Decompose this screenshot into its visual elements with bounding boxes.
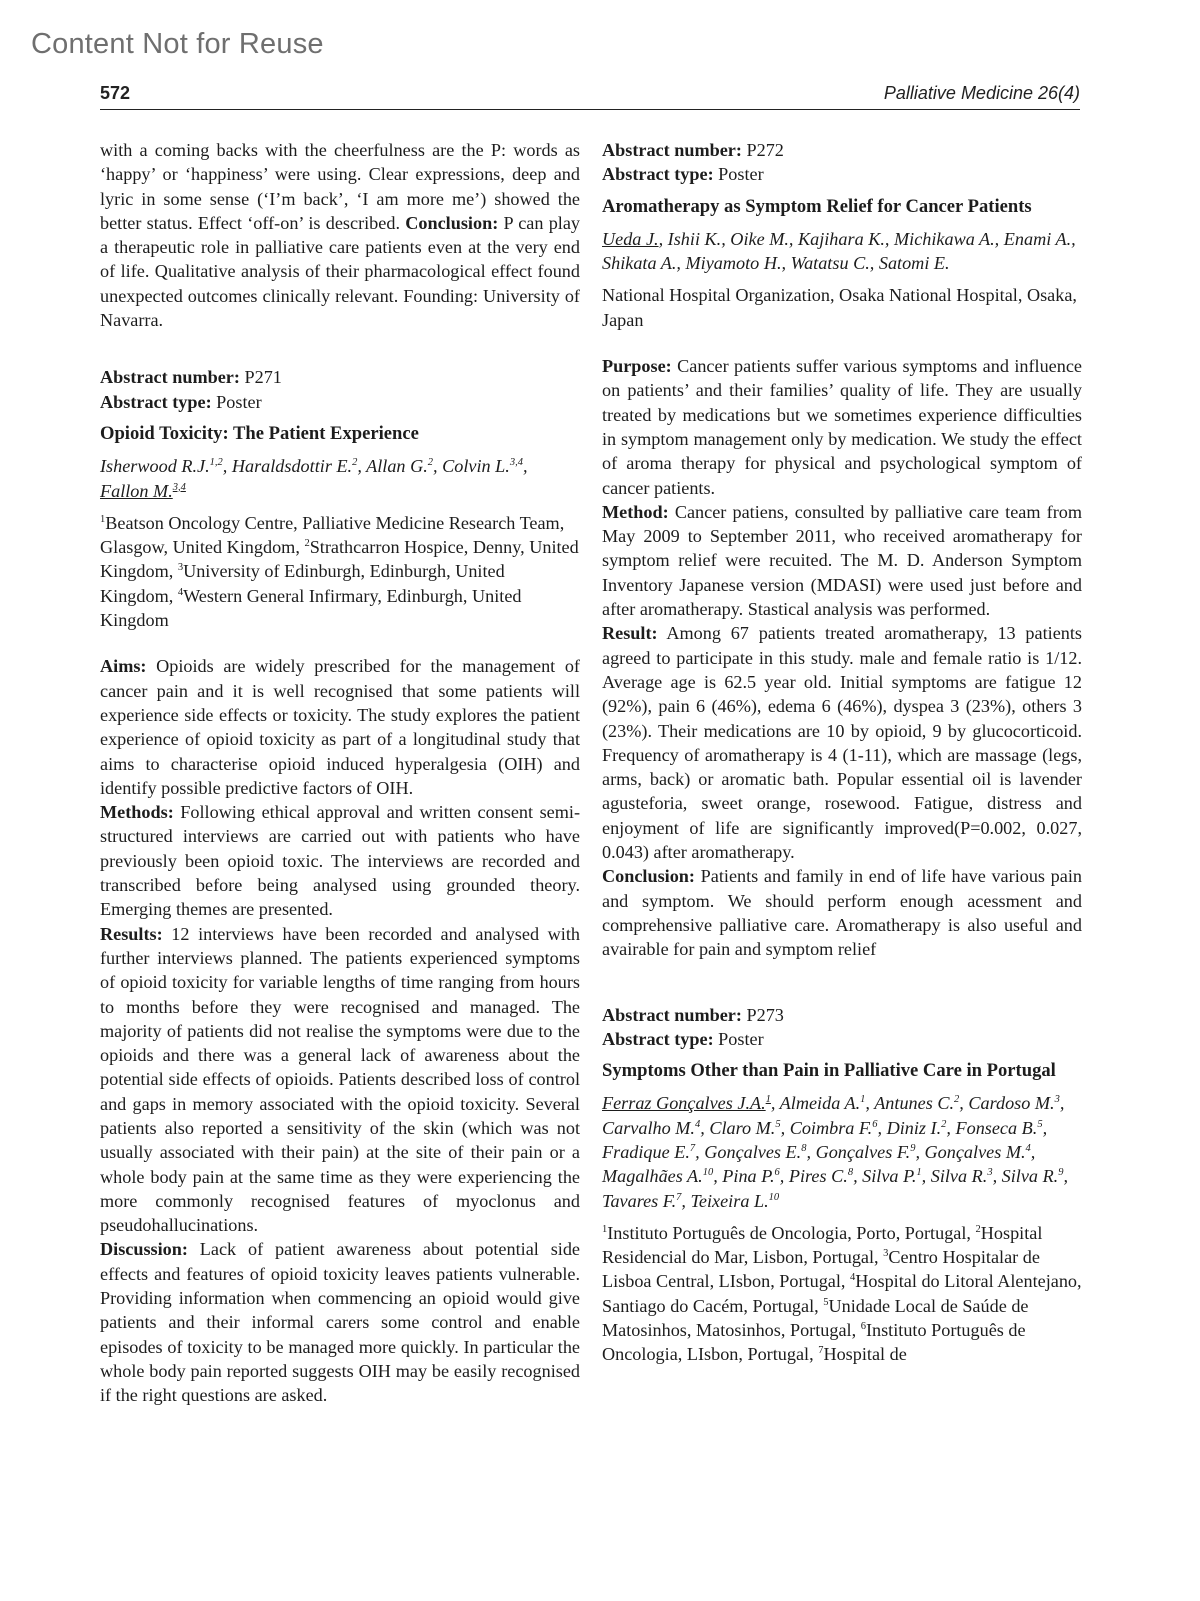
p271-author-affiliation-mark: 2	[427, 457, 434, 469]
p273-author-affiliation-mark: 4	[694, 1118, 701, 1130]
p271-number-line	[100, 365, 580, 389]
p273-affiliations	[602, 1221, 1082, 1367]
p271-type: Poster	[211, 391, 262, 412]
p273-author-name: Silva R.	[1001, 1166, 1059, 1187]
p273-author-affiliation-mark: 1	[916, 1167, 922, 1179]
p272-purpose-text: Cancer patients suffer various symptoms and influence on patients’ and their families’ quality of life. They are usually treated by medications but we sometimes experience difficulties in symptom management only by medication. We study the effect of aroma therapy for physical and psychological symptom of cancer patients.	[602, 356, 1082, 498]
p273-author-affiliation-mark: 10	[768, 1191, 780, 1203]
p271-author-name: Haraldsdottir E.	[231, 456, 353, 477]
p271-authors: Isherwood R.J.$^{1,2}$, Haraldsdottir E.$^2$, Allan G.$^2$, Colvin L.$^{3,4}$, Fallon M.$^{3,4}$	[100, 456, 528, 501]
p273-affiliation-text: Unidade Local de Saúde de Matosinhos, Matosinhos, Portugal,	[602, 1295, 1029, 1341]
p273-author-name: Teixeira L.	[690, 1190, 769, 1211]
p271-results	[100, 922, 580, 1238]
p273-affiliation-mark: 7	[818, 1345, 824, 1357]
p272-other-authors: , Ishii K., Oike M., Kajihara K., Michikawa A., Enami A., Shikata A., Miyamoto H., Watatsu C., Satomi E.	[602, 228, 1076, 274]
p273-author-affiliation-mark: 6	[774, 1167, 780, 1179]
p273-affiliation-text: Hospital Residencial do Mar, Lisbon, Portugal,	[602, 1222, 1043, 1268]
p273-affiliation-text: Instituto Português de Oncologia, LIsbon, Portugal,	[602, 1320, 1026, 1365]
p271-title: Opioid Toxicity: The Patient Experience	[100, 422, 419, 444]
p272-purpose-label: Purpose:	[602, 356, 672, 377]
p273-author-name: Pina P.	[722, 1166, 775, 1187]
p271-affiliation-text: Beatson Oncology Centre, Palliative Medicine Research Team, Glasgow, United Kingdom,	[100, 512, 565, 558]
p272-result	[602, 621, 1082, 864]
p271-affiliation-mark: 4	[177, 586, 184, 598]
p273-number-line	[602, 1003, 1082, 1027]
p273-author-affiliation-mark: 9	[910, 1142, 916, 1154]
left-column	[100, 138, 580, 1408]
p272-type: Poster	[713, 164, 764, 185]
abstract-p273	[602, 1003, 1082, 1367]
p273-author-name: Gonçalves F.	[815, 1141, 911, 1162]
p273-author-name: Fradique E.	[602, 1141, 690, 1162]
p273-title: Symptoms Other than Pain in Palliative Care in Portugal	[602, 1060, 1056, 1082]
p271-methods-text: Following ethical approval and written consent semi-structured interviews are carried out with patients who have previously been opioid toxic. The interviews are recorded and transcribed before being analysed using grounded theory. Emerging themes are presented.	[100, 802, 580, 920]
p273-author-name: Fonseca B.	[955, 1117, 1038, 1138]
p273-author-name: Diniz I.	[886, 1117, 942, 1138]
p271-author-affiliation-mark: 3,4	[509, 457, 523, 469]
right-column	[602, 138, 1082, 1367]
p273-author-affiliation-mark: 9	[1058, 1167, 1064, 1179]
p271-type-line	[100, 390, 580, 414]
p273-affiliation-text: Hospital do Litoral Alentejano, Santiago do Cacém, Portugal,	[602, 1271, 1082, 1316]
p273-affiliation-mark: 4	[850, 1272, 856, 1284]
p271-affiliation-mark: 1	[100, 513, 106, 525]
p273-author-affiliation-mark: 10	[702, 1167, 714, 1179]
p273-author-name: Ferraz Gonçalves J.A.	[602, 1093, 766, 1114]
p273-author-name: Pires C.	[788, 1166, 848, 1187]
p273-type-line	[602, 1027, 1082, 1051]
p272-method	[602, 500, 1082, 621]
p273-author-name: Carvalho M.	[602, 1117, 695, 1138]
p272-title: Aromatherapy as Symptom Relief for Cancer Patients	[602, 195, 1032, 217]
p272-conclusion-label: Conclusion:	[602, 866, 695, 887]
p271-affiliation-text: University of Edinburgh, Edinburgh, United Kingdom,	[100, 561, 505, 606]
p273-author-name: Coimbra F.	[789, 1117, 873, 1138]
p273-author-affiliation-mark: 3	[1054, 1094, 1060, 1106]
p271-affiliation-text: Strathcarron Hospice, Denny, United Kingdom,	[100, 537, 579, 582]
p272-method-label: Method:	[602, 501, 669, 522]
p271-affiliation-text: Western General Infirmary, Edinburgh, United Kingdom	[100, 585, 522, 631]
p273-affiliation-mark: 2	[975, 1223, 981, 1235]
p272-affiliation: National Hospital Organization, Osaka National Hospital, Osaka, Japan	[602, 285, 1077, 330]
p272-body	[602, 354, 1082, 961]
p273-affiliation-mark: 6	[860, 1321, 866, 1333]
p273-author-name: Antunes C.	[874, 1093, 955, 1114]
p271-methods-label: Methods:	[100, 802, 174, 823]
p271-number: P271	[239, 367, 282, 388]
abstract-number-label: Abstract number:	[100, 367, 240, 388]
p271-author-affiliation-mark: 3,4	[172, 481, 186, 493]
p272-result-text: Among 67 patients treated aromatherapy, 13 patients agreed to participate in this study. male and female ratio is 1/12. Average age is 62.5 year old. Initial symptoms are fatigue 12 (92%), pain 6 (46%), edema 6 (46%), dyspea 3 (23%), others 3 (23%). Their medications are 10 by opioid, 9 by glucocorticoid. Frequency of aromatherapy is 4 (1-11), which are massage (legs, arms, back) or aromatic bath. Popular essential oil is lavender agusteforia, sweet orange, rosewood. Fatigue, distress and enjoyment of life are significantly improved(P=0.002, 0.027, 0.043) after aromatherapy.	[602, 623, 1082, 863]
p271-discussion	[100, 1237, 580, 1407]
abstract-number-label: Abstract number:	[602, 140, 742, 160]
p273-author-name: Almeida A.	[779, 1093, 861, 1114]
watermark: Content Not for Reuse	[31, 28, 324, 60]
p273-author-name: Gonçalves M.	[924, 1141, 1026, 1162]
p271-affiliations	[100, 511, 580, 632]
abstract-p272	[602, 138, 1082, 962]
p271-results-label: Results:	[100, 923, 163, 944]
abstract-type-label: Abstract type:	[100, 391, 212, 412]
p273-author-affiliation-mark: 1	[860, 1094, 866, 1106]
p273-affiliation-text: Centro Hospitalar de Lisboa Central, LIsbon, Portugal,	[602, 1247, 1040, 1292]
p273-author-affiliation-mark: 7	[689, 1142, 696, 1154]
p271-results-text: 12 interviews have been recorded and analysed with further interviews planned. The patients experienced symptoms of opioid toxicity for variable lengths of time ranging from hours to months before they were recognised and managed. The majority of patients did not realise the symptoms were due to the opioids and there was a general lack of awareness about the potential side effects of opioids. Patients described loss of control and gaps in memory associated with the opioid toxicity. Several patients also reported a sensitivity of the skin (which was not usually associated with their pain) at the site of their pain or a whole body pain at the same time as they were experiencing the more commonly recognised features of myoclonus and pseudohallucinations.	[100, 923, 580, 1236]
p272-conclusion-text: Patients and family in end of life have various pain and symptom. We should perform enough acessment and comprehensive palliative care. Aromatherapy is also useful and avairable for pain and symptom relief	[602, 866, 1082, 960]
running-head	[100, 83, 1080, 110]
p273-author-name: Gonçalves E.	[704, 1141, 802, 1162]
abstract-type-label: Abstract type:	[602, 1028, 714, 1049]
p271-author-affiliation-mark: 1,2	[209, 457, 223, 469]
p273-authors: Ferraz Gonçalves J.A.$^1$, Almeida A.$^1$, Antunes C.$^2$, Cardoso M.$^3$, Carvalho M.$^4$, Claro M.$^5$, Coimbra F.$^6$, Diniz I.$^2$, Fonseca B.$^5$, Fradique E.$^7$, Gonçalves E.$^8$, Gonçalves F.$^9$, Gonçalves M.$^4$, Magalhães A.$^{10}$, Pina P.$^6$, Pires C.$^8$, Silva P.$^1$, Silva R.$^3$, Silva R.$^9$, Tavares F.$^7$, Teixeira L.$^{10}$	[602, 1093, 1069, 1211]
prev-conclusion-label: Conclusion:	[405, 212, 499, 233]
p273-author-affiliation-mark: 8	[801, 1142, 807, 1154]
p271-discussion-text: Lack of patient awareness about potential side effects and features of opioid toxicity leaves patients vulnerable. Providing information when commencing an opioid would give patients and their informal carers some control and enable episodes of toxicity to be managed more quickly. In particular the whole body pain reported suggests OIH may be easily recognised if the right questions are asked.	[100, 1239, 580, 1406]
p273-author-name: Silva P.	[862, 1166, 917, 1187]
p273-affiliation-mark: 5	[823, 1296, 829, 1308]
p273-affiliation-text: Hospital de	[823, 1344, 907, 1365]
p271-author-name: Fallon M.	[100, 480, 173, 501]
p271-author-affiliation-mark: 2	[352, 457, 358, 469]
p273-author-affiliation-mark: 5	[1037, 1118, 1043, 1130]
abstract-p271	[100, 365, 580, 1407]
p271-aims-text: Opioids are widely prescribed for the management of cancer pain and it is well recognised that some patients will experience side effects or toxicity. The study explores the patient experience of opioid toxicity as part of a longitudinal study that aims to characterise opioid induced hyperalgesia (OIH) and identify possible predictive factors of OIH.	[100, 656, 580, 798]
p273-author-name: Tavares F.	[602, 1190, 677, 1211]
p273-author-affiliation-mark: 7	[676, 1191, 682, 1203]
p272-presenting-author: Ueda J.	[602, 228, 659, 249]
p273-author-affiliation-mark: 4	[1025, 1142, 1031, 1154]
p271-aims-label: Aims:	[100, 656, 147, 677]
abstract-number-label: Abstract number:	[602, 1004, 742, 1025]
p271-methods	[100, 800, 580, 921]
p272-result-label: Result:	[602, 623, 658, 644]
p272-purpose	[602, 354, 1082, 500]
p271-author-name: Allan G.	[366, 456, 428, 477]
p272-conclusion	[602, 864, 1082, 961]
p272-authors	[602, 227, 1082, 276]
p273-author-affiliation-mark: 2	[941, 1118, 947, 1130]
journal-name: Palliative Medicine 26(4)	[883, 83, 1080, 103]
p273-author-affiliation-mark: 2	[954, 1094, 960, 1106]
p273-number: P273	[741, 1004, 784, 1025]
p273-author-affiliation-mark: 6	[872, 1118, 878, 1130]
p271-affiliation-mark: 2	[304, 538, 310, 550]
p273-affiliation-mark: 1	[602, 1223, 608, 1235]
p273-affiliation-text: Instituto Português de Oncologia, Porto, Portugal,	[607, 1222, 976, 1243]
p272-number: P272	[741, 140, 784, 160]
p272-method-text: Cancer patiens, consulted by palliative care team from May 2009 to September 2011, who received aromatherapy for symptom relief were recuited. The M. D. Anderson Symptom Inventory Japanese version (MDASI) were used just before and after aromatherapy. Stastical analysis was performed.	[602, 501, 1082, 620]
prev-continuation-text: with a coming backs with the cheerfulness are the P: words as ‘happy’ or ‘happiness’ were using. Clear expressions, deep and lyric in some sense (‘I’m back’, ‘I am more me’) showed the better status. Effect ‘off-on’ is described.	[100, 140, 580, 233]
p273-author-affiliation-mark: 3	[987, 1167, 993, 1179]
p271-author-name: Colvin L.	[442, 456, 510, 477]
p271-discussion-label: Discussion:	[100, 1239, 188, 1260]
p271-affiliation-mark: 3	[177, 562, 184, 574]
p272-number-line	[602, 138, 1082, 162]
p273-affiliation-mark: 3	[883, 1248, 889, 1260]
abstract-type-label: Abstract type:	[602, 164, 714, 185]
p273-author-name: Cardoso M.	[968, 1093, 1055, 1114]
p273-author-name: Claro M.	[709, 1117, 776, 1138]
p272-type-line	[602, 162, 1082, 186]
p273-author-affiliation-mark: 8	[847, 1167, 854, 1179]
page-number: 572	[100, 83, 131, 103]
p273-author-name: Magalhães A.	[602, 1166, 703, 1187]
p271-aims	[100, 654, 580, 800]
p271-body	[100, 654, 580, 1407]
p273-author-name: Silva R.	[930, 1166, 988, 1187]
prev-conclusion-text: P can play a therapeutic role in palliative care patients even at the very end of life. Qualitative analysis of their pharmacological effect found unexpected outcomes clinically relevant. Founding: University of Navarra.	[100, 212, 581, 331]
p271-author-name: Isherwood R.J.	[100, 456, 210, 477]
p273-author-affiliation-mark: 1	[765, 1094, 771, 1106]
p273-type: Poster	[713, 1028, 764, 1049]
prev-abstract-continuation	[100, 138, 580, 332]
p273-author-affiliation-mark: 5	[775, 1118, 781, 1130]
